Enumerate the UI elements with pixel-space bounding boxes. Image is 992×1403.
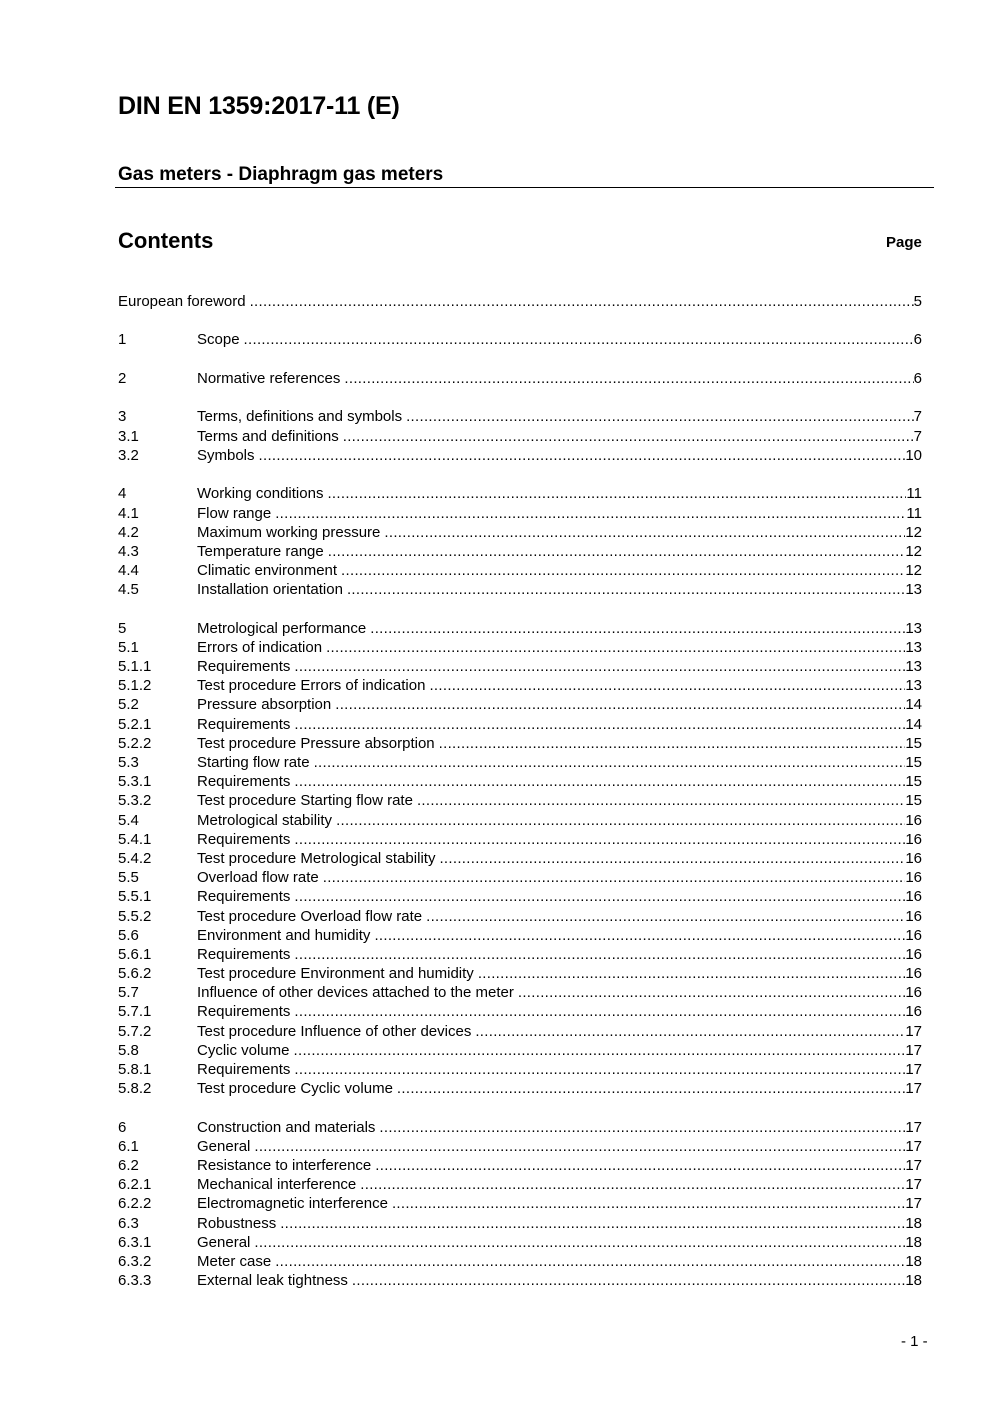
toc-entry[interactable] xyxy=(118,926,922,945)
toc-entry-body xyxy=(197,369,922,388)
toc-entry-page: 17 xyxy=(905,1041,922,1059)
toc-entry-body xyxy=(197,1118,922,1137)
toc-dot-leader xyxy=(328,542,906,561)
toc-entry-number: 5.7.1 xyxy=(118,1003,152,1021)
toc-entry-body xyxy=(197,407,922,426)
toc-entry-body xyxy=(197,1271,922,1290)
toc-entry-page: 11 xyxy=(906,485,922,503)
toc-entry[interactable] xyxy=(118,1252,922,1271)
toc-entry-title: Requirements xyxy=(197,773,291,791)
toc-entry-title: Normative references xyxy=(197,369,341,387)
toc-dot-leader xyxy=(244,330,914,349)
toc-dot-leader xyxy=(294,1060,905,1079)
toc-dot-leader xyxy=(259,446,906,465)
toc-entry[interactable] xyxy=(118,1118,922,1137)
toc-entry[interactable] xyxy=(118,484,922,503)
toc-entry-page: 16 xyxy=(905,830,922,848)
toc-entry-title: Test procedure Pressure absorption xyxy=(197,734,435,752)
document-subtitle: Gas meters - Diaphragm gas meters xyxy=(118,164,444,185)
toc-entry[interactable] xyxy=(118,657,922,676)
toc-entry-number: 6.2.1 xyxy=(118,1176,152,1194)
toc-entry-number: 5 xyxy=(118,619,127,637)
toc-entry-body xyxy=(197,1252,922,1271)
toc-entry-title: Requirements xyxy=(197,658,291,676)
toc-entry-page: 10 xyxy=(905,446,922,464)
toc-dot-leader xyxy=(327,484,906,503)
toc-entry-number: 6 xyxy=(118,1118,127,1136)
toc-entry-number: 4.4 xyxy=(118,562,139,580)
toc-entry-title: Test procedure Starting flow rate xyxy=(197,792,413,810)
toc-entry-title: Test procedure Cyclic volume xyxy=(197,1080,393,1098)
toc-entry-title: Influence of other devices attached to the meter xyxy=(197,984,514,1002)
toc-entry-title: Meter case xyxy=(197,1253,272,1271)
toc-entry-page: 6 xyxy=(913,331,922,349)
toc-entry-body xyxy=(197,580,922,599)
toc-entry[interactable] xyxy=(118,1175,922,1194)
toc-entry-body xyxy=(197,484,922,503)
toc-entry-page: 16 xyxy=(905,849,922,867)
toc-entry-title: Errors of indication xyxy=(197,638,323,656)
toc-entry-number: 5.1 xyxy=(118,638,139,656)
toc-entry-number: 6.3.3 xyxy=(118,1272,152,1290)
toc-dot-leader xyxy=(294,772,905,791)
toc-entry-number: 6.1 xyxy=(118,1137,139,1155)
toc-entry-number: 5.7.2 xyxy=(118,1022,152,1040)
toc-entry-body xyxy=(197,1060,922,1079)
toc-entry-number: 5.2.2 xyxy=(118,734,152,752)
toc-dot-leader xyxy=(360,1175,905,1194)
toc-entry-page: 17 xyxy=(905,1080,922,1098)
toc-entry-number: 5.8.1 xyxy=(118,1061,152,1079)
toc-entry-title: Robustness xyxy=(197,1214,277,1232)
toc-entry-body xyxy=(197,868,922,887)
toc-entry-number: 5.2 xyxy=(118,696,139,714)
toc-entry-body xyxy=(197,542,922,561)
toc-entry-page: 13 xyxy=(905,581,922,599)
toc-entry-title: Maximum working pressure xyxy=(197,523,381,541)
toc-dot-leader xyxy=(370,619,905,638)
toc-entry-title: Test procedure Influence of other devices xyxy=(197,1022,472,1040)
toc-entry-title: Terms and definitions xyxy=(197,427,339,445)
table-of-contents xyxy=(118,292,922,1290)
toc-entry-title: Requirements xyxy=(197,945,291,963)
toc-entry-body xyxy=(197,715,922,734)
toc-entry-title: Metrological stability xyxy=(197,811,333,829)
toc-entry[interactable] xyxy=(118,1271,922,1290)
toc-entry-title: Requirements xyxy=(197,888,291,906)
toc-entry[interactable] xyxy=(118,1156,922,1175)
toc-entry[interactable] xyxy=(118,638,922,657)
toc-entry-body xyxy=(197,983,922,1002)
toc-entry[interactable] xyxy=(118,1233,922,1252)
toc-entry-number: 6.3.1 xyxy=(118,1233,152,1251)
toc-dot-leader xyxy=(326,638,905,657)
toc-entry[interactable] xyxy=(118,1041,922,1060)
toc-entry-number: 6.3.2 xyxy=(118,1253,152,1271)
toc-entry-body xyxy=(197,330,922,349)
toc-dot-leader xyxy=(406,407,914,426)
toc-dot-leader xyxy=(254,1233,905,1252)
toc-entry[interactable] xyxy=(118,983,922,1002)
toc-entry-body xyxy=(197,1079,922,1098)
toc-entry-number: 4.1 xyxy=(118,504,139,522)
toc-entry-body xyxy=(197,561,922,580)
toc-dot-leader xyxy=(344,369,913,388)
toc-entry-title: Terms, definitions and symbols xyxy=(197,408,403,426)
toc-entry-number: 5.5.1 xyxy=(118,888,152,906)
toc-entry-title: General xyxy=(197,1233,251,1251)
toc-entry[interactable] xyxy=(118,1079,922,1098)
toc-entry-page: 14 xyxy=(905,715,922,733)
toc-entry-page: 18 xyxy=(905,1253,922,1271)
toc-entry-number: 2 xyxy=(118,369,127,387)
toc-dot-leader xyxy=(518,983,905,1002)
toc-entry[interactable] xyxy=(118,887,922,906)
toc-dot-leader xyxy=(374,926,905,945)
toc-entry-page: 17 xyxy=(905,1118,922,1136)
toc-entry-page: 18 xyxy=(905,1233,922,1251)
toc-entry-body xyxy=(197,504,922,523)
toc-entry-number: 5.1.2 xyxy=(118,677,152,695)
toc-entry-number: 5.4.2 xyxy=(118,849,152,867)
header-rule xyxy=(115,187,934,188)
toc-entry[interactable] xyxy=(118,542,922,561)
toc-entry[interactable] xyxy=(118,907,922,926)
toc-entry-body xyxy=(197,657,922,676)
toc-entry-title: Working conditions xyxy=(197,485,324,503)
toc-entry-title: Flow range xyxy=(197,504,272,522)
toc-entry-number: 5.4 xyxy=(118,811,139,829)
toc-entry[interactable] xyxy=(118,734,922,753)
toc-entry-number: 4.2 xyxy=(118,523,139,541)
toc-entry-body xyxy=(197,734,922,753)
toc-entry-page: 12 xyxy=(905,562,922,580)
toc-entry-body xyxy=(197,1194,922,1213)
toc-entry-number: 3.1 xyxy=(118,427,139,445)
toc-entry[interactable] xyxy=(118,1022,922,1041)
toc-entry[interactable] xyxy=(118,1137,922,1156)
toc-dot-leader xyxy=(343,427,914,446)
contents-heading: Contents xyxy=(118,228,214,253)
toc-entry[interactable] xyxy=(118,830,922,849)
toc-entry-body xyxy=(197,427,922,446)
toc-entry-number: 4 xyxy=(118,485,127,503)
toc-dot-leader xyxy=(397,1079,905,1098)
toc-entry-body xyxy=(197,926,922,945)
toc-entry-page: 15 xyxy=(905,773,922,791)
toc-entry-page: 16 xyxy=(905,907,922,925)
toc-entry-number: 5.7 xyxy=(118,984,139,1002)
toc-entry-body xyxy=(197,753,922,772)
toc-dot-leader xyxy=(254,1137,905,1156)
toc-entry-number: 5.3 xyxy=(118,754,139,772)
toc-dot-leader xyxy=(294,1002,905,1021)
toc-dot-leader xyxy=(439,734,906,753)
toc-entry-number: 3.2 xyxy=(118,446,139,464)
toc-entry-title: Metrological performance xyxy=(197,619,367,637)
toc-dot-leader xyxy=(347,580,905,599)
toc-entry-body xyxy=(197,887,922,906)
toc-entry-number: 6.2 xyxy=(118,1157,139,1175)
toc-entry-body xyxy=(197,676,922,695)
toc-entry-page: 14 xyxy=(905,696,922,714)
toc-entry-number: 5.3.1 xyxy=(118,773,152,791)
toc-dot-leader xyxy=(352,1271,905,1290)
toc-dot-leader xyxy=(335,695,905,714)
footer-page-number: - 1 - xyxy=(901,1333,928,1350)
toc-entry-number: 5.6.1 xyxy=(118,945,152,963)
page-column-heading: Page xyxy=(886,234,922,251)
toc-entry-page: 18 xyxy=(905,1214,922,1232)
toc-dot-leader xyxy=(392,1194,905,1213)
toc-entry-page: 16 xyxy=(905,811,922,829)
toc-entry[interactable] xyxy=(118,849,922,868)
toc-entry-title: Electromagnetic interference xyxy=(197,1195,388,1213)
toc-dot-leader xyxy=(294,657,905,676)
toc-entry-number: 5.6 xyxy=(118,926,139,944)
toc-entry-number: 5.3.2 xyxy=(118,792,152,810)
toc-entry-title: Climatic environment xyxy=(197,562,338,580)
toc-entry[interactable] xyxy=(118,1214,922,1233)
toc-entry-page: 17 xyxy=(905,1137,922,1155)
toc-entry-page: 17 xyxy=(905,1061,922,1079)
toc-entry-page: 11 xyxy=(906,504,922,522)
toc-entry-number: 6.2.2 xyxy=(118,1195,152,1213)
toc-dot-leader xyxy=(294,715,905,734)
toc-entry-title: Temperature range xyxy=(197,542,324,560)
toc-entry-body xyxy=(118,292,922,311)
toc-entry-page: 16 xyxy=(905,965,922,983)
toc-entry-body xyxy=(197,1022,922,1041)
toc-entry[interactable] xyxy=(118,964,922,983)
toc-entry-page: 7 xyxy=(913,427,922,445)
toc-entry[interactable] xyxy=(118,330,922,349)
toc-entry-title: Requirements xyxy=(197,830,291,848)
toc-entry[interactable] xyxy=(118,791,922,810)
toc-entry-title: Symbols xyxy=(197,446,255,464)
toc-entry[interactable] xyxy=(118,619,922,638)
toc-entry-page: 13 xyxy=(905,677,922,695)
toc-dot-leader xyxy=(294,1041,906,1060)
toc-entry-title: European foreword xyxy=(118,293,246,310)
toc-entry-number: 4.5 xyxy=(118,581,139,599)
toc-entry-title: Cyclic volume xyxy=(197,1041,290,1059)
toc-entry-page: 16 xyxy=(905,888,922,906)
toc-dot-leader xyxy=(280,1214,905,1233)
toc-entry[interactable] xyxy=(118,504,922,523)
toc-entry-title: Requirements xyxy=(197,1003,291,1021)
toc-entry-title: Test procedure Metrological stability xyxy=(197,849,436,867)
toc-entry[interactable] xyxy=(118,407,922,426)
toc-entry-page: 15 xyxy=(905,734,922,752)
toc-entry-body xyxy=(197,1214,922,1233)
toc-entry-title: Environment and humidity xyxy=(197,926,371,944)
toc-entry-body xyxy=(197,907,922,926)
toc-dot-leader xyxy=(294,945,905,964)
toc-entry-page: 13 xyxy=(905,638,922,656)
toc-entry[interactable] xyxy=(118,427,922,446)
toc-entry[interactable] xyxy=(118,753,922,772)
toc-entry-page: 16 xyxy=(905,984,922,1002)
toc-entry-body xyxy=(197,791,922,810)
toc-entry-title: Scope xyxy=(197,331,240,349)
toc-entry-title: Requirements xyxy=(197,1061,291,1079)
toc-dot-leader xyxy=(294,887,905,906)
toc-dot-leader xyxy=(341,561,905,580)
toc-entry-title: General xyxy=(197,1137,251,1155)
toc-entry-title: External leak tightness xyxy=(197,1272,348,1290)
toc-entry[interactable] xyxy=(118,561,922,580)
toc-entry-page: 13 xyxy=(905,658,922,676)
toc-entry[interactable] xyxy=(118,945,922,964)
toc-entry-body xyxy=(197,695,922,714)
toc-entry-title: Test procedure Overload flow rate xyxy=(197,907,423,925)
toc-dot-leader xyxy=(478,964,906,983)
toc-entry-page: 12 xyxy=(905,523,922,541)
toc-entry-page: 17 xyxy=(905,1022,922,1040)
toc-entry-body xyxy=(197,446,922,465)
toc-dot-leader xyxy=(375,1156,905,1175)
toc-entry-page: 17 xyxy=(905,1157,922,1175)
toc-entry-page: 16 xyxy=(905,945,922,963)
toc-entry-page: 15 xyxy=(905,792,922,810)
toc-entry-body xyxy=(197,619,922,638)
toc-entry-body xyxy=(197,1041,922,1060)
toc-entry-page: 16 xyxy=(905,1003,922,1021)
toc-entry-number: 5.6.2 xyxy=(118,965,152,983)
toc-entry-page: 15 xyxy=(905,754,922,772)
toc-entry[interactable] xyxy=(118,292,922,311)
toc-entry[interactable] xyxy=(118,715,922,734)
toc-dot-leader xyxy=(439,849,905,868)
toc-entry-body xyxy=(197,964,922,983)
toc-entry-number: 5.1.1 xyxy=(118,658,152,676)
toc-entry[interactable] xyxy=(118,868,922,887)
toc-dot-leader xyxy=(314,753,906,772)
toc-entry-number: 5.8.2 xyxy=(118,1080,152,1098)
toc-entry-number: 1 xyxy=(118,331,127,349)
toc-entry-title: Test procedure Errors of indication xyxy=(197,677,426,695)
toc-entry-number: 6.3 xyxy=(118,1214,139,1232)
toc-entry-body xyxy=(197,772,922,791)
toc-dot-leader xyxy=(379,1118,905,1137)
toc-entry-page: 7 xyxy=(913,408,922,426)
toc-entry[interactable] xyxy=(118,695,922,714)
toc-dot-leader xyxy=(475,1022,905,1041)
toc-entry[interactable] xyxy=(118,446,922,465)
toc-entry[interactable] xyxy=(118,772,922,791)
toc-entry-title: Construction and materials xyxy=(197,1118,376,1136)
toc-entry-page: 6 xyxy=(913,369,922,387)
toc-entry[interactable] xyxy=(118,1002,922,1021)
toc-dot-leader xyxy=(384,523,905,542)
toc-dot-leader xyxy=(250,292,914,311)
toc-entry-number: 5.5.2 xyxy=(118,907,152,925)
toc-entry-body xyxy=(197,1175,922,1194)
toc-entry-body xyxy=(197,945,922,964)
toc-entry-title: Installation orientation xyxy=(197,581,343,599)
toc-entry-page: 16 xyxy=(905,869,922,887)
toc-entry-page: 18 xyxy=(905,1272,922,1290)
toc-dot-leader xyxy=(275,504,906,523)
toc-entry[interactable] xyxy=(118,580,922,599)
toc-entry-page: 17 xyxy=(905,1195,922,1213)
toc-dot-leader xyxy=(426,907,905,926)
toc-entry-title: Requirements xyxy=(197,715,291,733)
toc-entry-number: 4.3 xyxy=(118,542,139,560)
toc-entry[interactable] xyxy=(118,1194,922,1213)
toc-entry-body xyxy=(197,1156,922,1175)
toc-dot-leader xyxy=(275,1252,905,1271)
toc-entry-page: 16 xyxy=(905,926,922,944)
toc-entry[interactable] xyxy=(118,1060,922,1079)
toc-entry-title: Starting flow rate xyxy=(197,754,310,772)
toc-dot-leader xyxy=(323,868,906,887)
toc-entry-page: 13 xyxy=(905,619,922,637)
toc-entry-body xyxy=(197,1233,922,1252)
toc-dot-leader xyxy=(294,830,905,849)
toc-dot-leader xyxy=(417,791,905,810)
toc-entry-body xyxy=(197,1137,922,1156)
toc-entry-title: Overload flow rate xyxy=(197,869,319,887)
toc-entry-page: 12 xyxy=(905,542,922,560)
toc-entry-body xyxy=(197,849,922,868)
toc-entry[interactable] xyxy=(118,676,922,695)
document-id: DIN EN 1359:2017-11 (E) xyxy=(118,92,400,120)
toc-entry-body xyxy=(197,638,922,657)
toc-entry[interactable] xyxy=(118,523,922,542)
toc-entry-number: 3 xyxy=(118,408,127,426)
toc-entry[interactable] xyxy=(118,369,922,388)
toc-entry[interactable] xyxy=(118,811,922,830)
toc-dot-leader xyxy=(429,676,905,695)
toc-entry-body xyxy=(197,830,922,849)
toc-entry-number: 5.5 xyxy=(118,869,139,887)
toc-entry-title: Resistance to interference xyxy=(197,1157,372,1175)
toc-entry-number: 5.8 xyxy=(118,1041,139,1059)
toc-entry-page: 5 xyxy=(913,293,922,310)
toc-entry-body xyxy=(197,1002,922,1021)
toc-entry-title: Pressure absorption xyxy=(197,696,332,714)
toc-entry-page: 17 xyxy=(905,1176,922,1194)
toc-entry-body xyxy=(197,811,922,830)
toc-entry-number: 5.4.1 xyxy=(118,830,152,848)
toc-entry-number: 5.2.1 xyxy=(118,715,152,733)
toc-entry-title: Test procedure Environment and humidity xyxy=(197,965,474,983)
toc-entry-body xyxy=(197,523,922,542)
toc-entry-title: Mechanical interference xyxy=(197,1176,357,1194)
toc-dot-leader xyxy=(336,811,905,830)
